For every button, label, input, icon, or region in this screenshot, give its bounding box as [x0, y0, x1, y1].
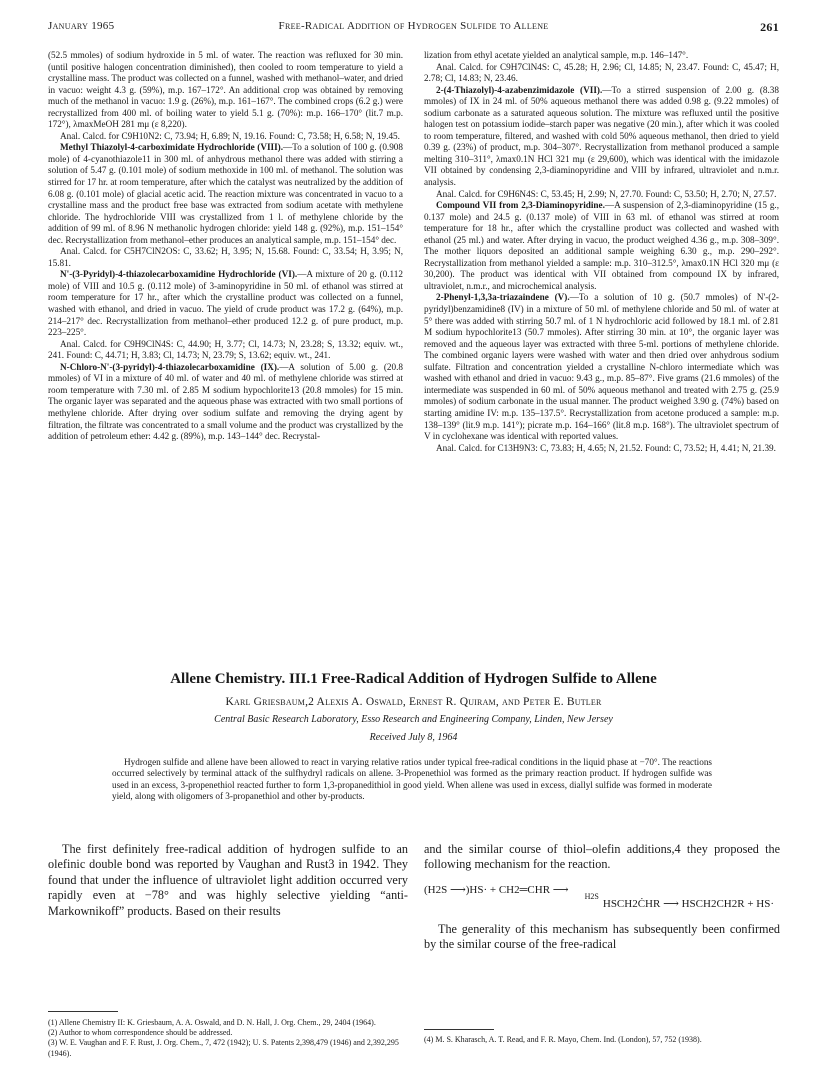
body-left-column	[48, 842, 408, 919]
paragraph-text: Anal. Calcd. for C9H9ClN4S: C, 44.90; H, 3.77; Cl, 14.73; N, 23.28; S, 13.32; equiv. wt., 241. Found: C, 44.71; H, 3.83; Cl, 14.73; N, 23.79; S, 13.62; equiv. wt., 241.	[48, 338, 403, 361]
mechanism-equation	[424, 883, 780, 912]
paragraph-text: —To a solution of 100 g. (0.908 mole) of 4-cyanothiazole11 in 300 ml. of anhydrous methanol there was added with stirring a solution of 5.47 g. (0.101 mole) of sodium methoxide in 100 ml. of methanol. The solution was stirred for 17 hr. at room temperature, after which the catalyst was neutralized by the addition of 6.08 g. (0.101 mole) of glacial acetic acid. The reaction mixture was concentrated in vacuo to a crystalline mass and the product free base was extracted from sodium acetate with methylene chloride. The hydrochloride VIII was crystallized from 1 l. of methylene chloride by the addition of 99 ml. of 8.96 N methanolic hydrogen chloride: yield 148 g. (92%), m.p. 151–154° dec. Recrystallization from methanol–ether produces an analytical sample, m.p. 151–154° dec.	[48, 142, 403, 245]
run-in-heading: 2-(4-Thiazolyl)-4-azabenzimidazole (VII).	[436, 84, 603, 95]
paragraph-text: Anal. Calcd. for C9H6N4S: C, 53.45; H, 2.99; N, 27.70. Found: C, 53.50; H, 2.70; N, 27.57.	[436, 188, 777, 199]
paragraph	[48, 362, 403, 443]
paragraph	[48, 50, 403, 131]
paragraph-text: Anal. Calcd. for C5H7ClN2OS: C, 33.62; H, 3.95; N, 15.68. Found: C, 33.54; H, 3.95; N, 15.81.	[48, 246, 403, 268]
body-paragraph: and the similar course of thiol–olefin additions,4 they proposed the following mechanism for the reaction.	[424, 842, 780, 872]
paragraph-text: —A solution of 5.00 g. (20.8 mmoles) of VI in a mixture of 40 ml. of water and 40 ml. of methylene chloride was stirred at room temperature with 7.30 ml. of 2.85 M sodium hypochlorite13 (20.8 mmoles) for 15 min. The organic layer was separated and the aqueous phase was extracted with two small portions of methylene chloride. After drying over sodium sulfate and removing the drying agent by filtration, the filtrate was concentrated to a small volume and the product was crystallized by the addition of petroleum ether: 4.42 g. (89%), m.p. 143–144° dec. Recrystal-	[48, 361, 403, 442]
paragraph	[424, 50, 779, 62]
paragraph-text: —A mixture of 20 g. (0.112 mole) of VIII and 10.5 g. (0.112 mole) of 3-aminopyridine in 50 ml. of ethanol was stirred at room temperature for 17 hr., after which the crystalline product was collected on a funnel, washed with ethanol, and dried in vacuo. The yield of crude product was 17.2 g. (64%), m.p. 214–217° dec. Recrystallization from methanol–ether produced 12.2 g. of pure product, m.p. 223–225°.	[48, 269, 403, 338]
article-title: Allene Chemistry. III.1 Free-Radical Addition of Hydrogen Sulfide to Allene	[170, 671, 657, 687]
paragraph	[48, 269, 403, 338]
footnote-rule-left	[48, 1011, 118, 1012]
equation-over-arrow: H2S	[584, 891, 599, 901]
paragraph	[424, 189, 779, 201]
paragraph-text: lization from ethyl acetate yielded an analytical sample, m.p. 146–147°.	[424, 50, 689, 60]
paragraph-text: —To a solution of 10 g. (50.7 mmoles) of N'-(2-pyridyl)benzamidine8 (IV) in a mixture of 50 ml. of methylene chloride and 50 ml. of water at 5° there was added with stirring 50.7 ml. of 1 N hydrochloric acid followed by 18.1 ml. of 2.81 M sodium hypochlorite13 (50.7 mmoles). After stirring 30 min. at 10°, the organic layer was removed and the aqueous layer was extracted with three 5-ml. portions of methylene chloride. The combined organic layers were washed with water and then dried over anhydrous sodium sulfate. Filtration and concentration yielded a crystalline N-chloro intermediate which was washed with ethanol and dried in vacuo: 9.43 g., m.p. 85–87°. Five grams (21.6 mmoles) of the intermediate was suspended in 60 ml. of 50% aqueous methanol and treated with 2.75 g. (25.9 mmoles) of sodium carbonate in the usual manner. The product weighed 3.90 g. (74%) based on starting amidine IV: m.p. 135–137.5°. Recrystallization from acetone produced a sample: m.p. 138–139° (lit.9 m.p. 141°); picrate m.p. 164–166° (lit.8 m.p. 168°). The ultraviolet spectrum of V in cyclohexane was identical with reported values.	[424, 292, 779, 442]
run-in-heading: N'-(3-Pyridyl)-4-thiazolecarboxamidine Hydrochloride (VI).	[60, 269, 298, 280]
paragraph-text: Anal. Calcd. for C9H10N2: C, 73.94; H, 6.89; N, 19.16. Found: C, 73.58; H, 6.58; N, 19.45.	[60, 130, 400, 141]
paragraph-text: —To a stirred suspension of 2.00 g. (8.38 mmoles) of IX in 24 ml. of 50% aqueous methanol there was added 0.98 g. (9.22 mmoles) of sodium carbonate as a saturated aqueous solution. The mixture was refluxed until the positive halogen test on potassium iodide–starch paper was negative (20 min.), after which it was cooled to room temperature, filtered, and washed with cold 50% aqueous methanol, then dried to yield 0.39 g. (23%) of product, m.p. 304–307°. Recrystallization from methanol produced a sample melting 310–311°, λmax0.1N HCl 321 mμ (ε 29,600), which was identical with the imidazole VII obtained by condensing 2,3-diaminopyridine and VIII by infrared, ultraviolet and n.m.r. analysis.	[424, 84, 779, 188]
body-paragraph: The generality of this mechanism has subsequently been confirmed by the similar course of the free-radical	[424, 921, 780, 952]
paragraph	[424, 62, 779, 85]
paragraph-text: (52.5 mmoles) of sodium hydroxide in 5 ml. of water. The reaction was refluxed for 30 min. (until positive halogen concentration diminished), then cooled to room temperature to yield a crystalline mass. The product was collected on a funnel, washed with methanol–water, and dried in vacuo: weight 4.3 g. (59%), m.p. 167–172°. An additional crop was obtained by removing much of the methanol in vacuo: 1.9 g. (26%), m.p. 161–167°. The combined crops (6.2 g.) were recrystallized from 400 ml. of boiling water to yield 5.1 g. (70%): m.p. 166–170° (lit.7 m.p. 172°), λmaxMeOH 281 mμ (ε 8,220).	[48, 50, 403, 130]
running-header	[48, 20, 779, 36]
paragraph	[424, 85, 779, 189]
run-in-heading: 2-Phenyl-1,3,3a-triazaindene (V).	[436, 292, 570, 303]
footnotes-right	[424, 1035, 780, 1045]
footnote: (1) Allene Chemistry II: K. Griesbaum, A. A. Oswald, and D. N. Hall, J. Org. Chem., 29, 2404 (1964).	[48, 1018, 376, 1027]
article-authors: Karl Griesbaum,2 Alexis A. Oswald, Ernest R. Quiram, and Peter E. Butler	[225, 696, 602, 708]
paragraph	[424, 443, 779, 455]
footnote: (4) M. S. Kharasch, A. T. Read, and F. R. Mayo, Chem. Ind. (London), 57, 752 (1938).	[424, 1035, 702, 1044]
footnote: (2) Author to whom correspondence should be addressed.	[48, 1028, 233, 1038]
paragraph-text: Anal. Calcd. for C13H9N3: C, 73.83; H, 4.65; N, 21.52. Found: C, 73.52; H, 4.41; N, 21.39.	[436, 442, 776, 453]
equation-line-1: (H2S ⟶)HS· + CH2═CHR ⟶	[424, 883, 569, 896]
article-affiliation: Central Basic Research Laboratory, Esso Research and Engineering Company, Linden, New Jersey	[214, 714, 613, 725]
body-right-column	[424, 842, 780, 953]
left-column	[48, 50, 403, 443]
equation-line-2	[424, 891, 780, 912]
footnote-rule-right	[424, 1029, 494, 1030]
run-in-heading: N-Chloro-N'-(3-pyridyl)-4-thiazolecarboxamidine (IX).	[60, 361, 280, 372]
abstract	[112, 757, 712, 803]
paragraph	[48, 142, 403, 246]
run-in-heading: Compound VII from 2,3-Diaminopyridine.	[436, 200, 605, 211]
paragraph	[48, 246, 403, 269]
run-in-heading: Methyl Thiazolyl-4-carboximidate Hydrochloride (VIII).	[60, 142, 284, 153]
paragraph	[424, 200, 779, 292]
page-number: 261	[760, 20, 779, 34]
header-date: January 1965	[48, 20, 115, 32]
paragraph	[424, 292, 779, 442]
paragraph	[48, 131, 403, 143]
abstract-text: Hydrogen sulfide and allene have been allowed to react in varying relative ratios under typical free-radical conditions in the liquid phase at −70°. The reactions occurred selectively by terminal attack of the sulfhydryl radicals on allene. 3-Propenethiol was formed as the primary reaction product. If hydrogen sulfide was used in an excess, 3-propenethiol reacted further to form 1,3-propanedithiol in good yield. When allene was used in excess, diallyl sulfide was formed in moderate yield, along with oligomers of 3-propanethiol and other by-products.	[112, 757, 712, 802]
paragraph-text: Anal. Calcd. for C9H7ClN4S: C, 45.28; H, 2.96; Cl, 14.85; N, 23.47. Found: C, 45.47; H, 2.78; Cl, 14.83; N, 23.46.	[424, 61, 779, 84]
article-received-date: Received July 8, 1964	[369, 732, 458, 743]
equation-line-2-text: HSCH2ĊHR ⟶ HSCH2CH2R + HS·	[602, 897, 774, 910]
footnotes-left	[48, 1018, 408, 1059]
paragraph-text: —A suspension of 2,3-diaminopyridine (15 g., 0.137 mole) and 24.5 g. (0.137 mole) of VIII in 63 ml. of ethanol was stirred at room temperature for 18 hr., after which the crystalline product was collected and washed with ethanol (25 ml.) and water. After drying in vacuo, the product weighed 4.36 g., m.p. 308–309°. The mother liquors deposited an additional sample weighing 6.30 g., m.p. 290–292°. Recrystallization from methanol yielded a sample: m.p. 310–312.5°, λmax0.1N HCl 320 mμ (ε 30,200). The product was identical with VII obtained from compound IX by infrared, ultraviolet, n.m.r., and microchemical analysis.	[424, 200, 780, 291]
right-column	[424, 50, 779, 454]
paragraph	[48, 339, 403, 362]
body-paragraph: The first definitely free-radical addition of hydrogen sulfide to an olefinic double bond was reported by Vaughan and Rust3 in 1942. They found that under the influence of ultraviolet light addition occurred very rapidly even at −78° and was highly selective yielding “anti-Markownikoff” products. Based on their results	[48, 842, 408, 918]
header-title: Free-Radical Addition of Hydrogen Sulfide to Allene	[278, 20, 549, 32]
footnote: (3) W. E. Vaughan and F. F. Rust, J. Org. Chem., 7, 472 (1942); U. S. Patents 2,398,479 (1946) and 2,392,295 (1946).	[48, 1038, 399, 1058]
